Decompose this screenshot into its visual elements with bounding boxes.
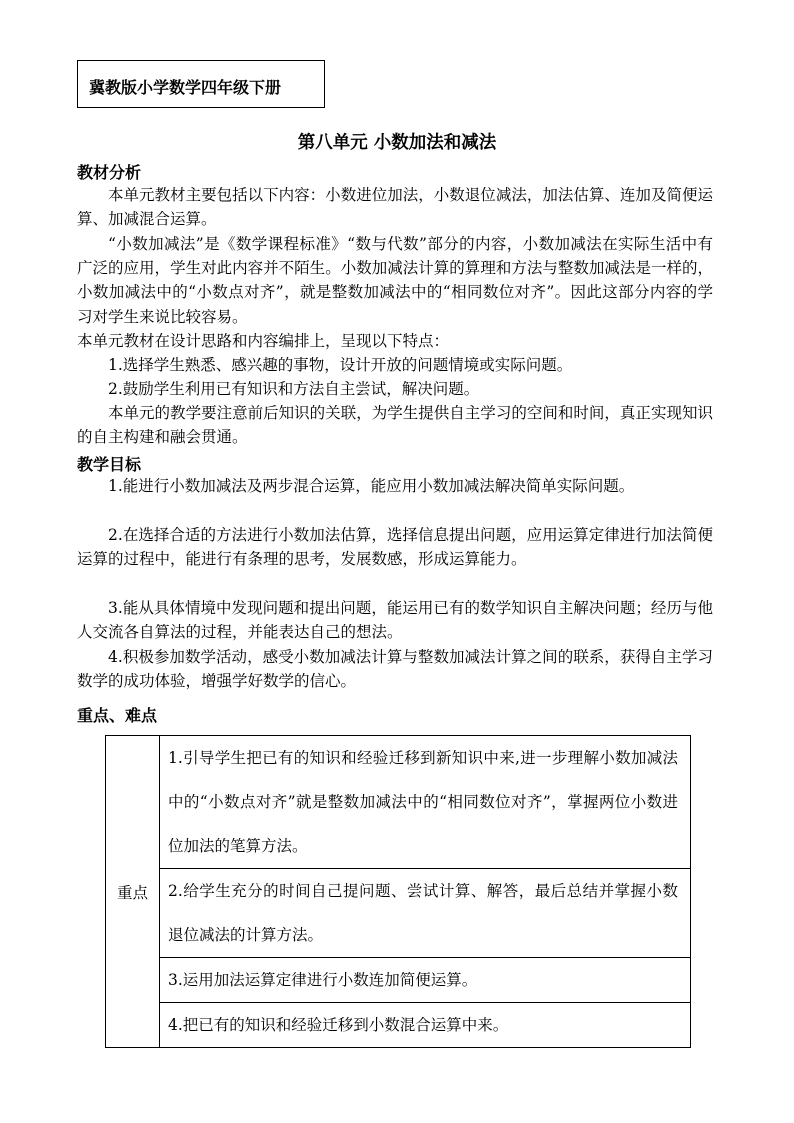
table-row: [106, 1003, 691, 1048]
analysis-paragraph: “小数加减法”是《数学课程标准》“数与代数”部分的内容，小数加减法在实际生活中有广泛的应用，学生对此内容并不陌生。小数加减法计算的算理和方法与整数加减法是一样的，小数加减法中的“小数点对齐”，就是整数加减法中的“相同数位对齐”。因此这部分内容的学习对学生来说比较容易。: [77, 235, 713, 326]
key-points-table: [105, 735, 691, 1048]
analysis-paragraph: 本单元教材在设计思路和内容编排上，呈现以下特点：: [77, 332, 450, 350]
book-title-box: [77, 60, 325, 108]
goal-item: 4.积极参加数学活动，感受小数加减法计算与整数加减法计算之间的联系，获得自主学习数学的成功体验，增强学好数学的信心。: [77, 648, 713, 691]
section-heading-goals: 教学目标: [77, 455, 142, 474]
key-point-item: 2.给学生充分的时间自己提问题、尝试计算、解答，最后总结并掌握小数退位减法的计算方法。: [160, 869, 691, 958]
analysis-paragraph: 本单元的教学要注意前后知识的关联，为学生提供自主学习的空间和时间，真正实现知识的自主构建和融会贯通。: [77, 404, 713, 447]
table-row: [106, 869, 691, 958]
key-point-item: 1.引导学生把已有的知识和经验迁移到新知识中来,进一步理解小数加减法中的“小数点对齐”就是整数加减法中的“相同数位对齐”，掌握两位小数进位加法的笔算方法。: [160, 736, 691, 869]
goal-item: 1.能进行小数加减法及两步混合运算，能应用小数加减法解决简单实际问题。: [108, 477, 635, 495]
key-points-label: 重点: [106, 736, 160, 1048]
goal-item: 2.在选择合适的方法进行小数加法估算，选择信息提出问题，应用运算定律进行加法简便运算的过程中，能进行有条理的思考，发展数感，形成运算能力。: [77, 526, 713, 569]
section-heading-key-points: 重点、难点: [77, 706, 158, 725]
analysis-list-item: 1.选择学生熟悉、感兴趣的事物，设计开放的问题情境或实际问题。: [108, 356, 573, 374]
table-row: [106, 736, 691, 869]
section-heading-analysis: 教材分析: [77, 163, 142, 182]
goal-item: 3.能从具体情境中发现问题和提出问题，能运用已有的数学知识自主解决问题；经历与他人交流各自算法的过程，并能表达自己的想法。: [77, 599, 713, 642]
key-point-item: 4.把已有的知识和经验迁移到小数混合运算中来。: [160, 1003, 691, 1048]
book-title: 冀教版小学数学四年级下册: [89, 78, 282, 97]
table-row: [106, 958, 691, 1003]
unit-title: 第八单元 小数加法和减法: [297, 133, 497, 153]
analysis-list-item: 2.鼓励学生利用已有知识和方法自主尝试，解决问题。: [108, 380, 480, 398]
key-point-item: 3.运用加法运算定律进行小数连加简便运算。: [160, 958, 691, 1003]
analysis-paragraph: 本单元教材主要包括以下内容：小数进位加法，小数退位减法，加法估算、连加及简便运算、加减混合运算。: [77, 186, 713, 229]
